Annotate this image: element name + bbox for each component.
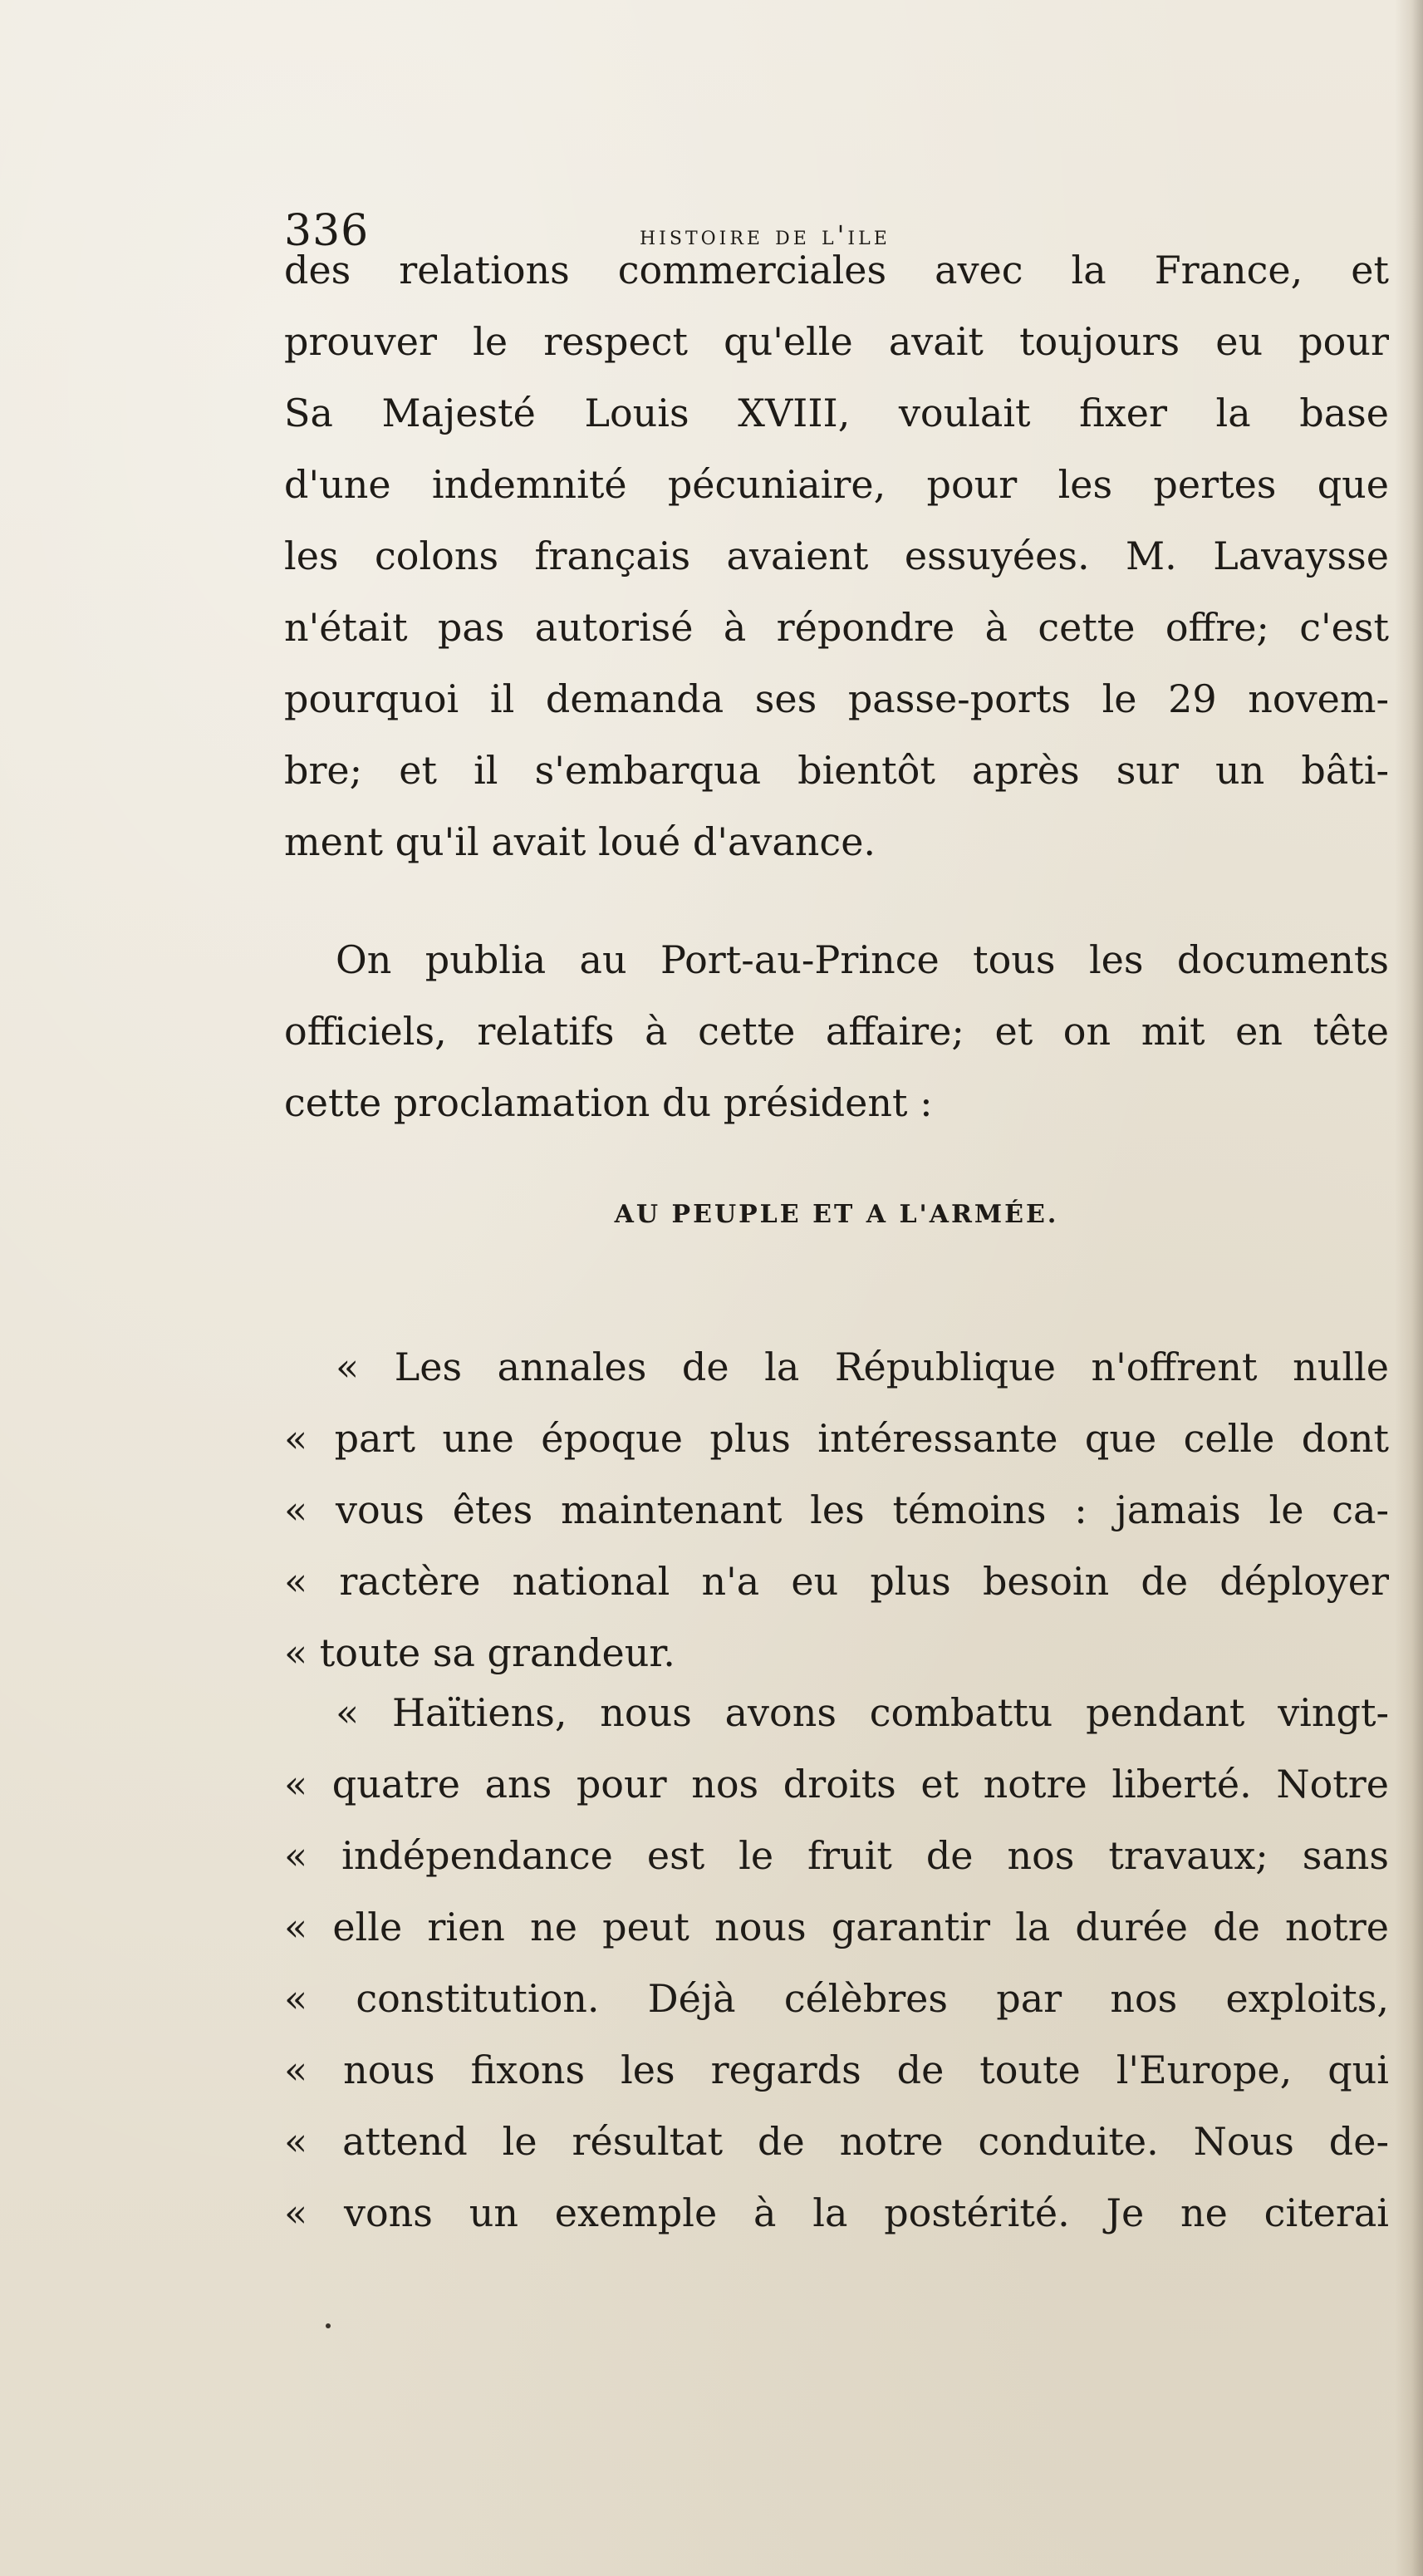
page-number: 336 — [284, 206, 370, 256]
running-head: histoire de l'ile — [640, 219, 891, 251]
text-line: « indépendance est le fruit de nos travaux; sans — [284, 1833, 1389, 1878]
text-line: « constitution. Déjà célèbres par nos exploits, — [284, 1976, 1389, 2021]
text-line: « elle rien ne peut nous garantir la durée de notre — [284, 1905, 1389, 1949]
text-line: « nous fixons les regards de toute l'Europe, qui — [284, 2048, 1389, 2092]
text-line: On publia au Port-au-Prince tous les documents — [336, 937, 1389, 982]
text-line: bre; et il s'embarqua bientôt après sur un bâti- — [284, 748, 1389, 793]
text-line: « toute sa grandeur. — [284, 1630, 675, 1675]
paragraph-proclamation-intro — [284, 1331, 1389, 1689]
text-line: des relations commerciales avec la France, et — [284, 248, 1389, 293]
paragraph-relations — [284, 234, 1389, 878]
text-line: « ractère national n'a eu plus besoin de déployer — [284, 1559, 1389, 1604]
text-line: Sa Majesté Louis XVIII, voulait fixer la base — [284, 391, 1389, 435]
section-heading: AU PEUPLE ET A L'ARMÉE. — [614, 1200, 1059, 1229]
ink-speck — [326, 2323, 331, 2328]
text-line: d'une indemnité pécuniaire, pour les pertes que — [284, 462, 1389, 507]
text-line: « vons un exemple à la postérité. Je ne citerai — [284, 2190, 1389, 2235]
text-line: officiels, relatifs à cette affaire; et on mit en tête — [284, 1009, 1389, 1054]
text-line: ment qu'il avait loué d'avance. — [284, 819, 876, 864]
text-line: « Les annales de la République n'offrent nulle — [336, 1345, 1389, 1389]
paragraph-publication — [284, 924, 1389, 1138]
paragraph-haitiens — [284, 1677, 1389, 2249]
text-line: n'était pas autorisé à répondre à cette offre; c'est — [284, 605, 1389, 650]
text-line: « vous êtes maintenant les témoins : jamais le ca- — [284, 1487, 1389, 1532]
page-edge-shadow — [1395, 0, 1423, 2576]
text-line: « Haïtiens, nous avons combattu pendant vingt- — [336, 1690, 1389, 1735]
text-line: « quatre ans pour nos droits et notre liberté. Notre — [284, 1762, 1389, 1807]
text-line: « attend le résultat de notre conduite. Nous de- — [284, 2119, 1389, 2164]
text-line: prouver le respect qu'elle avait toujours eu pour — [284, 319, 1389, 364]
text-line: pourquoi il demanda ses passe-ports le 29 novem- — [284, 676, 1389, 721]
text-line: les colons français avaient essuyées. M. Lavaysse — [284, 533, 1389, 578]
text-line: « part une époque plus intéressante que celle dont — [284, 1416, 1389, 1461]
text-line: cette proclamation du président : — [284, 1080, 933, 1125]
